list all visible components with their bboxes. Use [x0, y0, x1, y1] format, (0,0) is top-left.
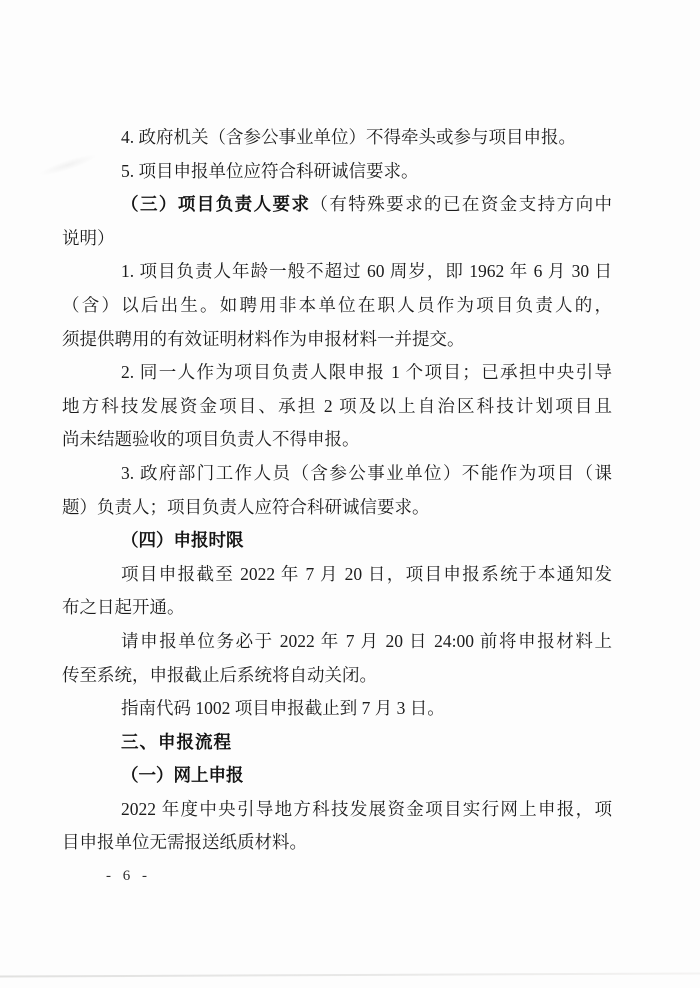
leader-clause-2-line-1: [62, 356, 612, 390]
upload-deadline-line-1: [62, 625, 612, 659]
guide-code-deadline: [62, 692, 612, 726]
online-application-line-2: [62, 826, 612, 860]
deadline-line-2: [62, 591, 612, 625]
heading-text: （三）项目负责人要求: [121, 194, 311, 215]
body-text: 请申报单位务必于 2022 年 7 月 20 日 24:00 前将申报材料上: [121, 630, 612, 651]
body-text: 指南代码 1002 项目申报截止到 7 月 3 日。: [121, 698, 445, 719]
body-text: 4. 政府机关（含参公事业单位）不得牵头或参与项目申报。: [121, 127, 576, 147]
body-text: （有特殊要求的已在资金支持方向中: [310, 194, 613, 215]
leader-clause-2-line-3: [62, 423, 612, 457]
leader-clause-2-line-2: [62, 390, 612, 424]
clause-4-applicant: [62, 121, 612, 155]
body-text: 项目申报截至 2022 年 7 月 20 日，项目申报系统于本通知发: [121, 563, 612, 584]
deadline-line-1: [62, 558, 612, 592]
body-text: 尚未结题验收的项目负责人不得申报。: [62, 429, 360, 450]
leader-clause-3-line-2: [62, 491, 612, 525]
subsection-heading-3-continuation: [62, 222, 612, 256]
document-body: [62, 121, 612, 860]
leader-clause-1-line-1: [62, 255, 612, 289]
body-text: 须提供聘用的有效证明材料作为申报材料一并提交。: [62, 328, 465, 349]
body-text: 地方科技发展资金项目、承担 2 项及以上自治区科技计划项目且: [62, 395, 612, 416]
body-text: 题）负责人；项目负责人应符合科研诚信要求。: [62, 496, 430, 517]
body-text: 2. 同一人作为项目负责人限申报 1 个项目；已承担中央引导: [121, 362, 612, 383]
section-heading-3: [62, 726, 612, 760]
subsection-heading-4: [62, 524, 612, 558]
leader-clause-1-line-2: [62, 289, 612, 323]
subsection-heading-1-online: [62, 759, 612, 793]
heading-text: （一）网上申报: [121, 765, 244, 786]
page-number: - 6 -: [106, 868, 151, 884]
upload-deadline-line-2: [62, 659, 612, 693]
leader-clause-3-line-1: [62, 457, 612, 491]
subsection-heading-3: [62, 188, 612, 222]
leader-clause-1-line-3: [62, 323, 612, 357]
heading-text: （四）申报时限: [121, 530, 244, 551]
body-text: （含）以后出生。如聘用非本单位在职人员作为项目负责人的，: [62, 294, 612, 315]
body-text: 3. 政府部门工作人员（含参公事业单位）不能作为项目（课: [121, 462, 612, 483]
online-application-line-1: [62, 793, 612, 827]
body-text: 传至系统，申报截止后系统将自动关闭。: [62, 664, 377, 685]
body-text: 5. 项目申报单位应符合科研诚信要求。: [121, 160, 419, 181]
body-text: 1. 项目负责人年龄一般不超过 60 周岁，即 1962 年 6 月 30 日: [121, 261, 612, 282]
body-text: 目申报单位无需报送纸质材料。: [62, 832, 307, 853]
body-text: 2022 年度中央引导地方科技发展资金项目实行网上申报，项: [121, 798, 612, 819]
heading-text: 三、申报流程: [121, 731, 232, 752]
body-text: 布之日起开通。: [62, 597, 185, 618]
body-text: 说明）: [62, 227, 115, 248]
clause-5-applicant: [62, 155, 612, 189]
scan-edge-artifact: [0, 972, 700, 977]
